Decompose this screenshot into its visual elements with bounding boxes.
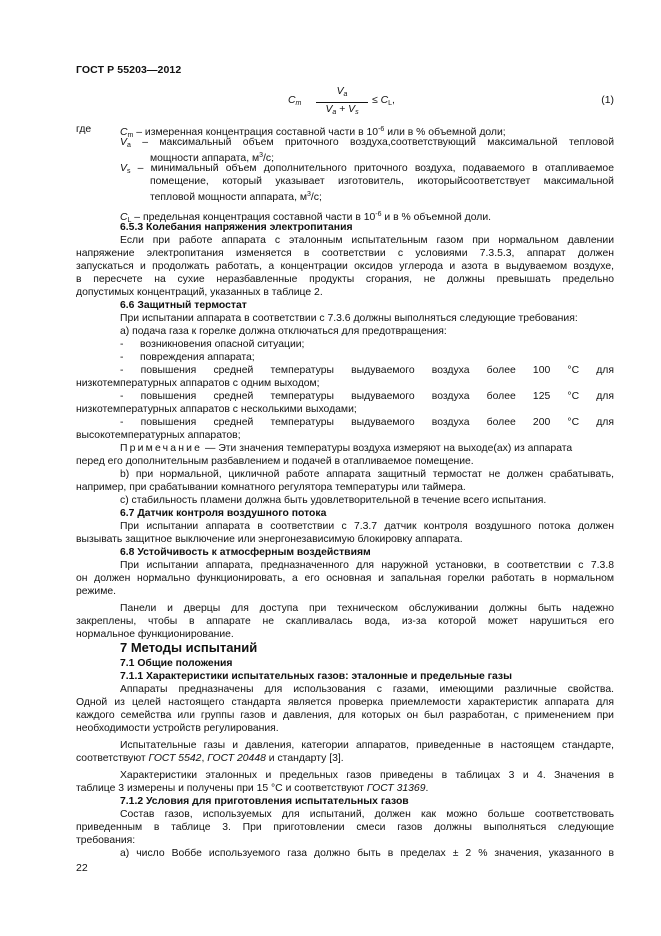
paragraph-line: Одной из целей настоящего стандарта является проверка приемлемости характеристик аппарата для: [76, 697, 614, 708]
section-title-7-1: 7.1 Общие положения: [120, 658, 233, 669]
definition-vs-cont: помещение, который указывает изготовитель, икоторыйсоответствует максимальной: [150, 176, 614, 187]
list-item-cont: низкотемпературных аппаратов с несколькими выходами;: [76, 404, 357, 415]
list-item: - повышения средней температуры выдуваемого воздуха более 200 °С для: [120, 417, 614, 428]
definition-va: $V_a$ – максимальный объем приточного воздуха,соответствующий максимальной тепловой: [120, 137, 614, 149]
paragraph-line: в пересчете на сухие неразбавленные продукты сгорания, не должны превышать предельно: [76, 274, 614, 285]
definition-vs: $V_s$ – минимальный объем дополнительного приточного воздуха, подаваемого в отапливаемое: [120, 163, 614, 175]
paragraph-line: допустимых концентраций, указанных в таблице 2.: [76, 287, 323, 298]
paragraph-line: При испытании аппарата, предназначенного для наружной установки, в соответствии с 7.3.8: [120, 560, 614, 571]
paragraph-line: нормальное функционирование.: [76, 629, 234, 640]
fraction-bar: [316, 102, 368, 103]
list-item: - повреждения аппарата;: [120, 352, 255, 363]
paragraph-line: c) стабильность пламени должна быть удовлетворительной в течение всего испытания.: [120, 495, 547, 506]
paragraph-line: запускаться и продолжать работать, а концентрации оксидов углерода и азота в выдуваемом воздухе,: [76, 261, 614, 272]
formula-fraction: [316, 86, 368, 119]
list-item: - повышения средней температуры выдуваемого воздуха более 125 °С для: [120, 391, 614, 402]
definition-cl: $C_L$ – предельная концентрация составной части в $10^{-6}$ и в % объемной доли.: [120, 211, 492, 224]
formula-1: [288, 86, 618, 116]
document-header: ГОСТ Р 55203—2012: [76, 64, 182, 76]
list-item: - возникновения опасной ситуации;: [120, 339, 305, 350]
paragraph-line: таблице 3 измерены и получены при 15 °С и соответствуют ГОСТ 31369.: [76, 783, 429, 794]
formula-denominator: $V_a + V_s$: [325, 104, 359, 116]
paragraph-line: При испытании аппарата в соответствии с 7.3.6 должны выполняться следующие требования:: [120, 313, 578, 324]
paragraph-line: вызывать защитное выключение или энергонезависимую блокировку аппарата.: [76, 534, 463, 545]
section-title-7-1-2: 7.1.2 Условия для приготовления испытательных газов: [120, 796, 409, 807]
note-cont: перед его дополнительным разбавлением и подачей в отапливаемое помещение.: [76, 456, 474, 467]
paragraph-line: Характеристики эталонных и предельных газов приведены в таблицах 3 и 4. Значения в: [120, 770, 614, 781]
section-title-7: 7 Методы испытаний: [120, 640, 258, 655]
list-item-cont: низкотемпературных аппаратов с одним выходом;: [76, 378, 320, 389]
paragraph-line: Состав газов, используемых для испытаний, должен как можно больше соответствовать: [120, 809, 614, 820]
paragraph-line: например, при срабатывании комнатного регулятора температуры или таймера.: [76, 482, 466, 493]
paragraph-line: b) при нормальной, цикличной работе аппарата защитный термостат не должен срабатывать,: [120, 469, 614, 480]
definition-vs-cont2: тепловой мощности аппарата, $м^3/с$;: [150, 191, 322, 203]
paragraph-line: а) число Воббе используемого газа должно быть в пределах ± 2 % значения, указанного в: [120, 848, 614, 859]
definition-va-cont: мощности аппарата, $м^3/с$;: [150, 152, 275, 164]
formula-inequality: ≤ $C_L$,: [372, 95, 395, 107]
paragraph-line: необходимости устройств регулирования.: [76, 723, 279, 734]
section-title-6-5-3: 6.5.3 Колебания напряжения электропитания: [120, 222, 353, 233]
where-label: где: [76, 124, 92, 135]
section-title-6-7: 6.7 Датчик контроля воздушного потока: [120, 508, 327, 519]
section-title-6-6: 6.6 Защитный термостат: [120, 300, 247, 311]
paragraph-line: Аппараты предназначены для использования с газами, имеющими различные свойства.: [120, 684, 614, 695]
paragraph-line: требования:: [76, 835, 136, 846]
paragraph-line: каждого семейства или группы газов и давления, для которых он был разработан, с применением при: [76, 710, 614, 721]
paragraph-line: а) подача газа к горелке должна отключаться для предотвращения:: [120, 326, 447, 337]
paragraph-line: Если при работе аппарата с эталонным испытательным газом при нормальном давлении: [120, 235, 614, 246]
formula-numerator: $V_a$: [336, 86, 348, 98]
page-number: 22: [76, 862, 88, 874]
section-title-7-1-1: 7.1.1 Характеристики испытательных газов: эталонные и предельные газы: [120, 671, 512, 682]
paragraph-line: режиме.: [76, 586, 117, 597]
note: Примечание — Эти значения температуры воздуха измеряют на выходе(ах) из аппарата: [120, 443, 573, 454]
paragraph-line: Панели и дверцы для доступа при техническом обслуживании должны быть надежно: [120, 603, 614, 614]
formula-number: (1): [601, 95, 614, 106]
section-title-6-8: 6.8 Устойчивость к атмосферным воздействиям: [120, 547, 371, 558]
paragraph-line: При испытании аппарата в соответствии с 7.3.7 датчик контроля воздушного потока должен: [120, 521, 614, 532]
paragraph-line: Испытательные газы и давления, категории аппаратов, приведенные в настоящем стандарте,: [120, 740, 614, 751]
formula-cm: $C_m$: [288, 95, 302, 107]
paragraph-line: соответствуют ГОСТ 5542, ГОСТ 20448 и стандарту [3].: [76, 753, 344, 764]
list-item: - повышения средней температуры выдуваемого воздуха более 100 °С для: [120, 365, 614, 376]
paragraph-line: он должен нормально функционировать, а его основная и запальная горелки работать в нормальном: [76, 573, 614, 584]
paragraph-line: напряжение электропитания изменяется в соответствии с условиями 7.3.5.3, аппарат должен: [76, 248, 614, 259]
paragraph-line: закреплены, чтобы в аппарате не скапливалась вода, из-за которой может нарушиться его: [76, 616, 614, 627]
list-item-cont: высокотемпературных аппаратов;: [76, 430, 241, 441]
definition-cm: $C_m$ – измеренная концентрация составной части в $10^{-6}$ или в % объемной доли;: [120, 126, 506, 139]
paragraph-line: приведенным в таблице 3. При приготовлении смеси газов должны выполняться следующие: [76, 822, 614, 833]
